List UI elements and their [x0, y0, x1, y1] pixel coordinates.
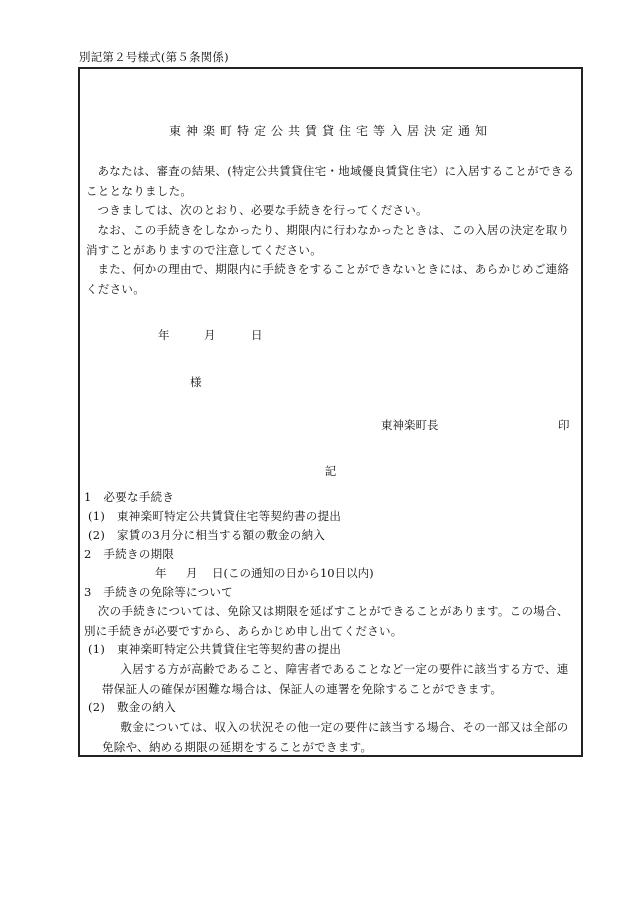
deadline-month: 月	[186, 566, 198, 580]
paragraph-result: あなたは、審査の結果、(特定公共賃貸住宅・地域優良賃貸住宅）に入居することができることとなりました。	[86, 164, 575, 198]
sender-name: 東神楽町長	[381, 418, 439, 432]
section-1-heading: 1 必要な手続き	[84, 490, 175, 504]
section-3-item-1-heading: (1) 東神楽町特定公共賃貸住宅等契約書の提出	[88, 642, 342, 656]
section-2-heading: 2 手続きの期限	[84, 547, 175, 561]
addressee-suffix: 様	[190, 375, 202, 389]
section-3-heading: 3 手続きの免除等について	[84, 585, 233, 599]
date-year: 年	[158, 328, 170, 342]
notice-title: 東神楽町特定公共賃貸住宅等入居決定通知	[168, 124, 492, 138]
paragraph-procedure: つきましては、次のとおり、必要な手続きを行ってください。	[97, 203, 428, 217]
seal-mark: 印	[558, 418, 570, 432]
ki-heading: 記	[324, 464, 337, 478]
section-3-item-2-body: 敷金については、収入の状況その他一定の要件に該当する場合、その一部又は全部の免除や、納める期限の延期をすることができます。	[102, 720, 569, 754]
section-3-item-1-body: 入居する方が高齢であること、障害者であることなど一定の要件に該当する方で、連帯保証人の確保が困難な場合は、保証人の連署を免除することができます。	[102, 662, 569, 696]
date-day: 日	[251, 328, 263, 342]
section-3-item-2-heading: (2) 敷金の納入	[88, 700, 176, 714]
section-1-item-2: (2) 家賃の3月分に相当する額の敷金の納入	[88, 528, 326, 542]
section-1-item-1: (1) 東神楽町特定公共賃貸住宅等契約書の提出	[88, 509, 342, 523]
form-number-label: 別記第２号様式(第５条関係)	[79, 50, 229, 64]
date-month: 月	[204, 328, 216, 342]
paragraph-contact: また、何かの理由で、期限内に手続きをすることができないときには、あらかじめご連絡ください。	[86, 262, 570, 296]
section-3-intro: 次の手続きについては、免除又は期限を延ばすことができることがあります。この場合、別に手続きが必要ですから、あらかじめ申し出てください。	[84, 604, 569, 638]
deadline-year: 年	[155, 566, 167, 580]
paragraph-cancellation: なお、この手続きをしなかったり、期限内に行わなかったときは、この入居の決定を取り消すことがありますので注意してください。	[86, 223, 570, 257]
deadline-day: 日(この通知の日から10日以内)	[212, 566, 374, 580]
notice-frame	[78, 67, 583, 757]
